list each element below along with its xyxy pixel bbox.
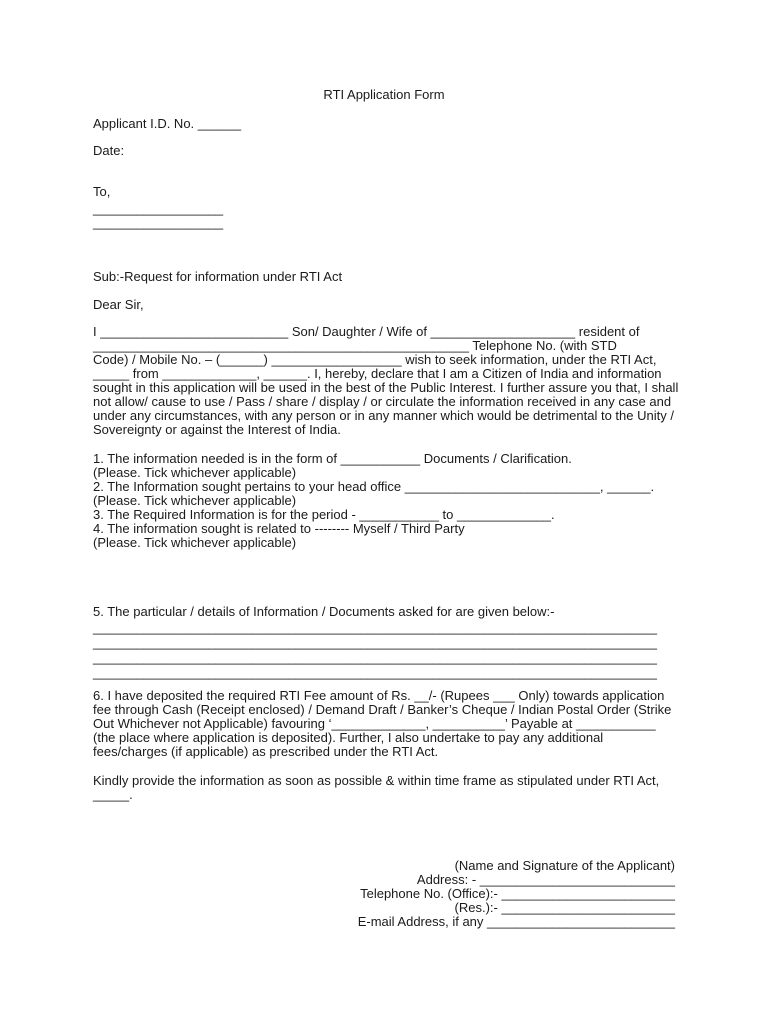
email-field: E-mail Address, if any __________________________ [357, 914, 675, 929]
subject-line: Sub:-Request for information under RTI Act [93, 269, 343, 284]
item6-line: (the place where application is deposited). Further, I also undertake to pay any additional [93, 730, 604, 745]
to-address-line-2: __________________ [93, 215, 224, 230]
declaration-line: I __________________________ Son/ Daughter / Wife of ____________________ resident of [93, 324, 640, 339]
closing-line: _____. [93, 787, 133, 802]
item-line: 2. The Information sought pertains to your head office ___________________________, ______. [93, 479, 655, 494]
item6-line: 6. I have deposited the required RTI Fee amount of Rs. __/- (Rupees ___ Only) towards application [93, 688, 665, 703]
item5-blank-line: ______________________________________________________________________________ [93, 665, 657, 680]
item-line: (Please. Tick whichever applicable) [93, 465, 297, 480]
date-line: Date: [93, 143, 125, 158]
item5-blank-line: ______________________________________________________________________________ [93, 650, 657, 665]
item5-blank-line: ______________________________________________________________________________ [93, 635, 657, 650]
item-line: (Please. Tick whichever applicable) [93, 535, 297, 550]
salutation: Dear Sir, [93, 297, 144, 312]
item-line: 1. The information needed is in the form of ___________ Documents / Clarification. [93, 451, 572, 466]
to-address-line-1: __________________ [93, 201, 224, 216]
declaration-line: Code) / Mobile No. – (______) __________________ wish to seek information, under the RTI Act, [93, 352, 657, 367]
applicant-id-line: Applicant I.D. No. ______ [93, 116, 242, 131]
form-title: RTI Application Form [323, 87, 445, 102]
item-line: 3. The Required Information is for the period - ___________ to _____________. [93, 507, 555, 522]
item5-blank-line: ______________________________________________________________________________ [93, 620, 657, 635]
address-field: Address: - ___________________________ [416, 872, 675, 887]
item6-line: fees/charges (if applicable) as prescribed under the RTI Act. [93, 744, 439, 759]
item6-line: fee through Cash (Receipt enclosed) / Demand Draft / Banker’s Cheque / Indian Postal Order (Strike [93, 702, 672, 717]
declaration-line: Sovereignty or against the Interest of India. [93, 422, 341, 437]
telephone-res-field: (Res.):- ________________________ [454, 900, 675, 915]
item6-line: Out Whichever not Applicable) favouring ‘_____________, __________’ Payable at ___________ [93, 716, 656, 731]
declaration-line: _____ from _____________, ______. I, hereby, declare that I am a Citizen of India and information [93, 366, 662, 381]
declaration-line: ____________________________________________________ Telephone No. (with STD [93, 338, 617, 353]
item-line: 4. The information sought is related to -------- Myself / Third Party [93, 521, 465, 536]
item-line: (Please. Tick whichever applicable) [93, 493, 297, 508]
item5-label: 5. The particular / details of Information / Documents asked for are given below:- [93, 604, 555, 619]
signature-label: (Name and Signature of the Applicant) [454, 858, 675, 873]
to-label: To, [93, 184, 111, 199]
declaration-line: sought in this application will be used in the best of the Public Interest. I further assure you that, I shall [93, 380, 679, 395]
declaration-line: under any circumstances, with any person or in any manner which would be detrimental to the Unity / [93, 408, 674, 423]
telephone-office-field: Telephone No. (Office):- ________________________ [360, 886, 675, 901]
declaration-line: not allow/ cause to use / Pass / share / display / or circulate the information received in any case and [93, 394, 672, 409]
closing-line: Kindly provide the information as soon as possible & within time frame as stipulated under RTI Act, [93, 773, 660, 788]
